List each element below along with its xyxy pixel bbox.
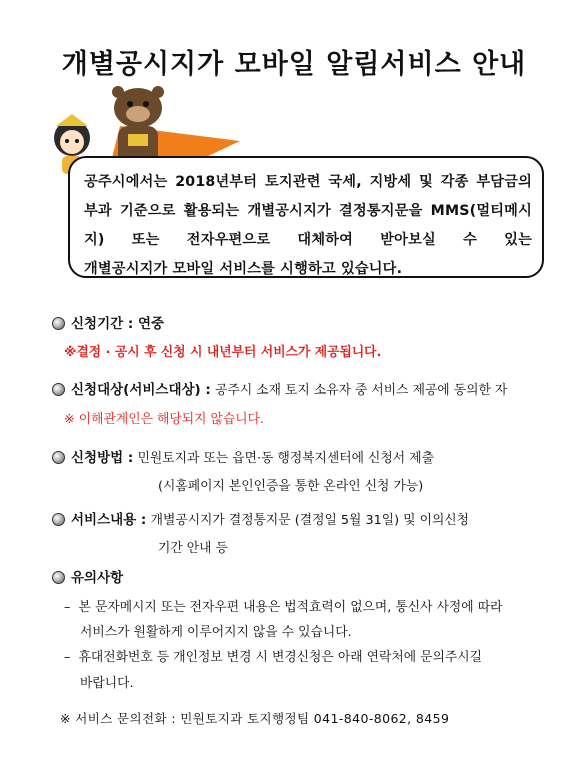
section-target: [52, 378, 507, 398]
method-label: 신청방법 :: [71, 450, 134, 466]
intro-line: 개별공시지가 모바일 서비스를 시행하고 있습니다.: [84, 261, 403, 277]
bullet-icon: [52, 571, 65, 584]
intro-box: [68, 156, 544, 278]
target-text: 공주시 소재 토지 소유자 중 서비스 제공에 동의한 자: [215, 383, 508, 398]
section-content: [52, 508, 469, 528]
section-period: [52, 312, 164, 332]
bullet-icon: [52, 451, 65, 464]
method-sub: (시홈페이지 본인인증을 통한 온라인 신청 가능): [158, 479, 424, 494]
section-notes: [52, 566, 123, 586]
bullet-icon: [52, 513, 65, 526]
content-label: 서비스내용 :: [71, 512, 147, 528]
target-label: 신청대상(서비스대상) :: [71, 382, 211, 398]
notes-item-cont: 바랍니다.: [80, 676, 134, 691]
period-label: 신청기간 : 연중: [71, 316, 165, 332]
content-sub: 기간 안내 등: [158, 541, 228, 556]
method-text: 민원토지과 또는 읍면·동 행정복지센터에 신청서 제출: [137, 451, 434, 466]
page-title: 개별공시지가 모바일 알림서비스 안내: [61, 49, 527, 80]
notes-item-cont: 서비스가 원활하게 이루어지지 않을 수 있습니다.: [80, 625, 352, 640]
intro-line: MMS(멀티메시지) 또는 전자우편으로 대체하여 받아보실 수 있는: [84, 203, 532, 248]
intro-text: [84, 168, 532, 284]
section-method: [52, 446, 434, 466]
bullet-icon: [52, 317, 65, 330]
intro-line: 부담금의 부과 기준으로 활용되는 개별공시지가 결정통지문을: [84, 174, 533, 219]
notes-label: 유의사항: [71, 570, 124, 586]
notes-item: – 본 문자메시지 또는 전자우편 내용은 법적효력이 없으며, 통신사 사정에 따라: [64, 600, 503, 615]
dash-icon: –: [64, 600, 79, 615]
period-note: ※결정 · 공시 후 신청 시 내년부터 서비스가 제공됩니다.: [64, 345, 382, 360]
target-note: ※ 이해관계인은 해당되지 않습니다.: [64, 412, 265, 427]
content-text: 개별공시지가 결정통지문 (결정일 5월 31일) 및 이의신청: [150, 513, 470, 528]
footer-contact: ※ 서비스 문의전화 : 민원토지과 토지행정팀 041-840-8062, 8459: [60, 711, 450, 726]
dash-icon: –: [64, 650, 79, 665]
notes-item: – 휴대전화번호 등 개인정보 변경 시 변경신청은 아래 연락처에 문의주시길: [64, 650, 482, 665]
bullet-icon: [52, 383, 65, 396]
intro-line: 공주시에서는 2018년부터 토지관련 국세, 지방세 및 각종: [84, 174, 469, 190]
